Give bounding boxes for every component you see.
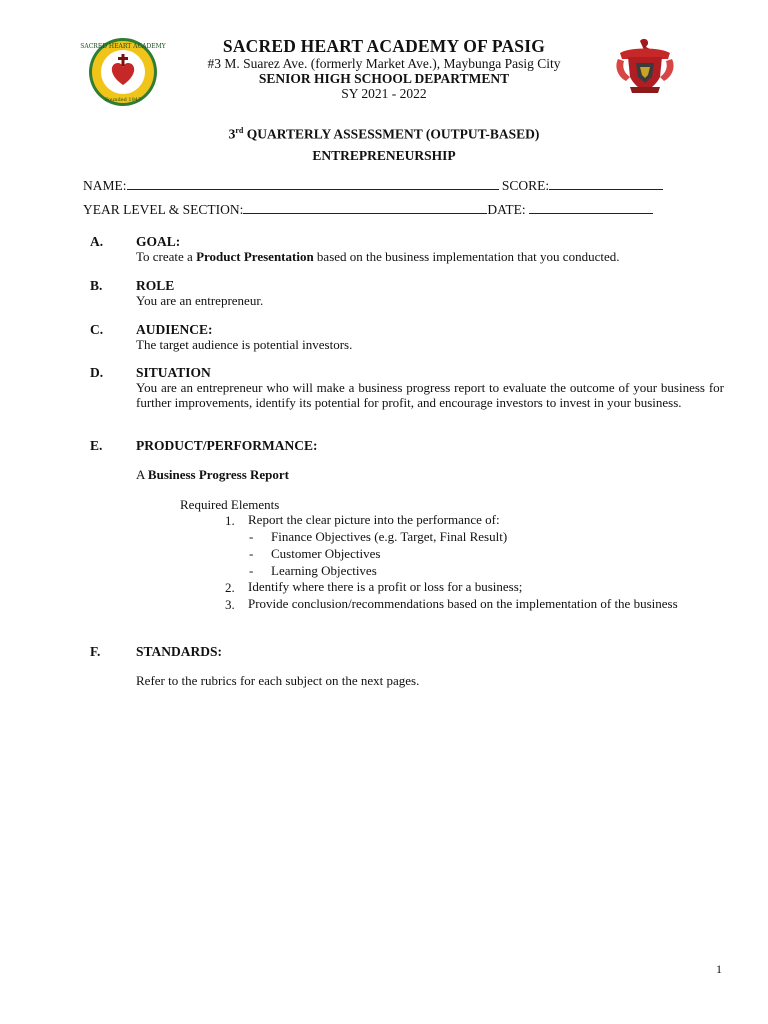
section-f-text: Refer to the rubrics for each subject on the next pages. — [136, 673, 420, 688]
sub-item-bullet: - — [249, 546, 254, 561]
section-c-letter: C. — [90, 322, 104, 337]
section-b-letter: B. — [90, 278, 103, 293]
section-e-heading: PRODUCT/PERFORMANCE: — [136, 438, 318, 453]
section-a-text-pre: To create a — [136, 249, 197, 264]
list-item-number: 1. — [225, 513, 235, 528]
subject-title: ENTREPRENEURSHIP — [312, 148, 456, 163]
section-d-text: You are an entrepreneur who will make a business progress report to evaluate the outcome of your business for further improvements, identify its potential for profit, and encourage investors to invest in your business. — [136, 380, 724, 410]
sub-item-text: Finance Objectives (e.g. Target, Final Result) — [271, 529, 508, 544]
sub-item-text: Learning Objectives — [271, 563, 377, 578]
score-label: SCORE: — [501, 178, 550, 193]
school-address: #3 M. Suarez Ave. (formerly Market Ave.), Maybunga Pasig City — [207, 56, 561, 71]
date-label: DATE: — [487, 202, 526, 217]
section-f-letter: F. — [90, 644, 101, 659]
product-title — [136, 467, 724, 482]
name-field[interactable] — [127, 177, 499, 190]
list-item-text: Identify where there is a profit or loss for a business; — [248, 579, 523, 594]
score-field[interactable] — [549, 177, 663, 190]
required-elements-label: Required Elements — [180, 497, 280, 512]
list-item-text: Provide conclusion/recommendations based on the implementation of the business — [248, 596, 678, 611]
sub-item-text: Customer Objectives — [271, 546, 381, 561]
section-a-text-bold: Product Presentation — [196, 249, 314, 264]
seal-text-top: SACRED HEART ACADEMY — [80, 43, 166, 50]
section-d-heading: SITUATION — [136, 365, 211, 380]
list-item-number: 2. — [225, 580, 235, 595]
year-date-row — [83, 201, 653, 218]
section-c-heading: AUDIENCE: — [136, 322, 213, 337]
section-e-letter: E. — [90, 438, 103, 453]
section-b-heading: ROLE — [136, 278, 175, 293]
product-name: Business Progress Report — [147, 467, 289, 482]
name-label: NAME: — [83, 178, 127, 193]
section-c-text: The target audience is potential investors. — [136, 337, 353, 352]
seal-text-bottom: Founded 1947 — [104, 97, 142, 103]
product-article: A — [136, 467, 148, 482]
title-ordinal: 3 — [228, 126, 236, 142]
section-d-letter: D. — [90, 365, 104, 380]
sub-item-bullet: - — [249, 563, 254, 578]
assessment-title — [0, 126, 768, 143]
school-name: SACRED HEART ACADEMY OF PASIG — [222, 36, 546, 56]
section-b-text: You are an entrepreneur. — [136, 293, 264, 308]
year-section-label: YEAR LEVEL & SECTION: — [83, 202, 244, 217]
section-a-heading: GOAL: — [136, 234, 181, 249]
list-item-text: Report the clear picture into the performance of: — [248, 512, 500, 527]
year-section-field[interactable] — [243, 201, 487, 214]
name-score-row — [83, 177, 663, 194]
department-name: SENIOR HIGH SCHOOL DEPARTMENT — [258, 71, 510, 86]
sub-item-bullet: - — [249, 529, 254, 544]
section-a-text — [136, 249, 724, 264]
title-main: QUARTERLY ASSESSMENT (OUTPUT-BASED) — [243, 126, 540, 142]
section-a-letter: A. — [90, 234, 104, 249]
title-ordinal-suffix: rd — [235, 126, 244, 135]
list-item-number: 3. — [225, 597, 235, 612]
date-field[interactable] — [529, 201, 653, 214]
section-a-text-post: based on the business implementation that you conducted. — [313, 249, 620, 264]
school-year: SY 2021 - 2022 — [341, 86, 427, 101]
section-f-heading: STANDARDS: — [136, 644, 223, 659]
page-number: 1 — [716, 962, 722, 976]
